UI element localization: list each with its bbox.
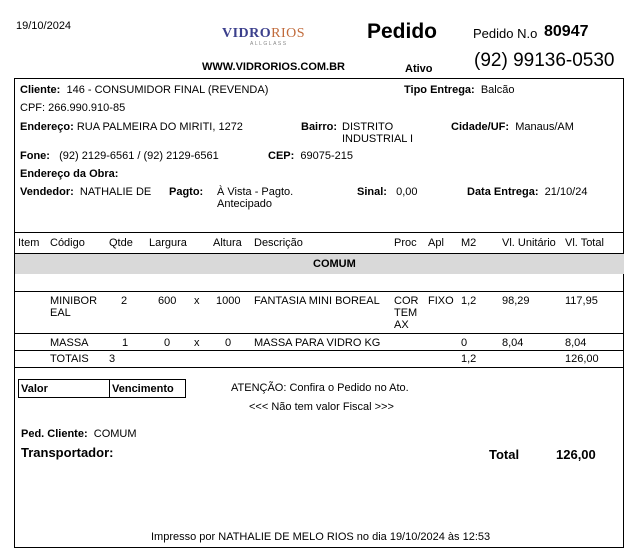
totais-label: TOTAIS xyxy=(50,353,89,365)
cell-vl-unitario: 98,29 xyxy=(502,295,530,307)
tipo-entrega-row xyxy=(404,84,514,96)
col-m2: M2 xyxy=(461,237,477,249)
cidade-row xyxy=(451,121,574,133)
tipo-entrega-label: Tipo Entrega: xyxy=(404,84,475,96)
company-phone: (92) 99136-0530 xyxy=(474,50,615,71)
total-label: Total xyxy=(489,447,520,462)
cell-m2: 0 xyxy=(461,337,468,349)
endereco-value: RUA PALMEIRA DO MIRITI, 1272 xyxy=(76,121,243,133)
table-top-rule xyxy=(15,232,624,233)
col-proc: Proc xyxy=(394,237,417,249)
col-largura: Largura xyxy=(149,237,187,249)
logo-subtitle: ALLGLASS xyxy=(250,41,288,47)
ped-cliente-value: COMUM xyxy=(93,428,137,440)
document-title: Pedido xyxy=(367,20,438,43)
printed-by: Impresso por NATHALIE DE MELO RIOS no dia 19/10/2024 às 12:53 xyxy=(151,531,491,543)
bairro-value: DISTRITO INDUSTRIAL I xyxy=(342,121,414,145)
row-divider xyxy=(15,333,624,334)
cell-vl-total: 8,04 xyxy=(565,337,587,349)
cell-qtde: 2 xyxy=(121,295,128,307)
order-status: Ativo xyxy=(405,63,433,75)
group-label: COMUM xyxy=(313,258,356,270)
sinal-label: Sinal: xyxy=(357,186,387,198)
fone-value: (92) 2129-6561 / (92) 2129-6561 xyxy=(59,150,219,162)
cidade-label: Cidade/UF: xyxy=(451,121,510,133)
pagto-label: Pagto: xyxy=(169,186,204,198)
vencimento-header: Vencimento xyxy=(112,383,174,395)
attention-note: ATENÇÃO: Confira o Pedido no Ato. xyxy=(231,382,409,394)
totais-total: 126,00 xyxy=(565,353,599,365)
col-codigo: Código xyxy=(50,237,85,249)
endereco-label: Endereço: xyxy=(20,121,74,133)
cep-label: CEP: xyxy=(268,150,295,162)
payment-schedule-table xyxy=(18,379,186,398)
ped-cliente-label: Ped. Cliente: xyxy=(21,428,88,440)
cep-value: 69075-215 xyxy=(300,150,354,162)
cell-codigo: MINIBOR EAL xyxy=(50,295,98,319)
cell-x: x xyxy=(194,295,200,307)
sinal-row xyxy=(357,186,418,198)
pagto-value: À Vista - Pagto. Antecipado xyxy=(217,186,294,210)
endereco-row xyxy=(20,121,243,133)
cell-largura: 600 xyxy=(158,295,177,307)
company-logo xyxy=(222,26,305,47)
cell-apl: FIXO xyxy=(428,295,454,307)
valor-header: Valor xyxy=(21,383,48,395)
vendedor-label: Vendedor: xyxy=(20,186,74,198)
fone-label: Fone: xyxy=(20,150,50,162)
logo-accent-text: RIOS xyxy=(271,26,306,41)
transportador-label: Transportador: xyxy=(21,445,114,460)
fone-row xyxy=(20,150,219,162)
cell-codigo: MASSA xyxy=(50,337,89,349)
cell-descricao: MASSA PARA VIDRO KG xyxy=(254,337,381,349)
col-vl-total: Vl. Total xyxy=(565,237,604,249)
totais-qtde: 3 xyxy=(109,353,116,365)
totals-rule xyxy=(15,367,624,368)
print-date: 19/10/2024 xyxy=(16,20,72,32)
cell-qtde: 1 xyxy=(122,337,129,349)
vendedor-value: NATHALIE DE xyxy=(79,186,152,198)
ped-cliente-row xyxy=(21,428,137,440)
sinal-value: 0,00 xyxy=(396,186,418,198)
cell-descricao: FANTASIA MINI BOREAL xyxy=(254,295,380,307)
cliente-label: Cliente: xyxy=(20,84,61,96)
col-vl-unitario: Vl. Unitário xyxy=(502,237,556,249)
tipo-entrega-value: Balcão xyxy=(480,84,515,96)
cpf-value: CPF: 266.990.910-85 xyxy=(20,102,126,114)
payment-schedule-divider xyxy=(109,380,110,397)
col-altura: Altura xyxy=(213,237,242,249)
order-number: 80947 xyxy=(544,23,589,40)
cell-altura: 1000 xyxy=(216,295,241,307)
cidade-value: Manaus/AM xyxy=(515,121,574,133)
col-apl: Apl xyxy=(428,237,444,249)
company-website: WWW.VIDRORIOS.COM.BR xyxy=(202,61,345,73)
cep-row xyxy=(268,150,353,162)
bairro-label: Bairro: xyxy=(301,121,338,133)
order-frame xyxy=(14,78,624,548)
rows-top-rule xyxy=(15,291,624,292)
cell-vl-total: 117,95 xyxy=(565,295,598,307)
row-divider xyxy=(15,350,624,351)
data-entrega-label: Data Entrega: xyxy=(467,186,539,198)
order-number-label: Pedido N.o xyxy=(473,26,538,41)
data-entrega-row xyxy=(467,186,587,198)
cliente-value: 146 - CONSUMIDOR FINAL (REVENDA) xyxy=(66,84,269,96)
endereco-obra-label: Endereço da Obra: xyxy=(20,168,119,180)
cell-largura: 0 xyxy=(164,337,171,349)
logo-main-text: VIDRO xyxy=(222,26,272,41)
total-value: 126,00 xyxy=(556,447,596,462)
cell-m2: 1,2 xyxy=(461,295,477,307)
col-qtde: Qtde xyxy=(109,237,133,249)
col-descricao: Descrição xyxy=(254,237,303,249)
col-item: Item xyxy=(18,237,40,249)
cell-x: x xyxy=(194,337,200,349)
cliente-row xyxy=(20,84,268,96)
totais-m2: 1,2 xyxy=(461,353,477,365)
cell-proc: COR TEM AX xyxy=(394,295,419,331)
cell-altura: 0 xyxy=(225,337,232,349)
vendedor-row xyxy=(20,186,151,198)
data-entrega-value: 21/10/24 xyxy=(544,186,588,198)
cell-vl-unitario: 8,04 xyxy=(502,337,524,349)
fiscal-note: <<< Não tem valor Fiscal >>> xyxy=(249,401,394,413)
